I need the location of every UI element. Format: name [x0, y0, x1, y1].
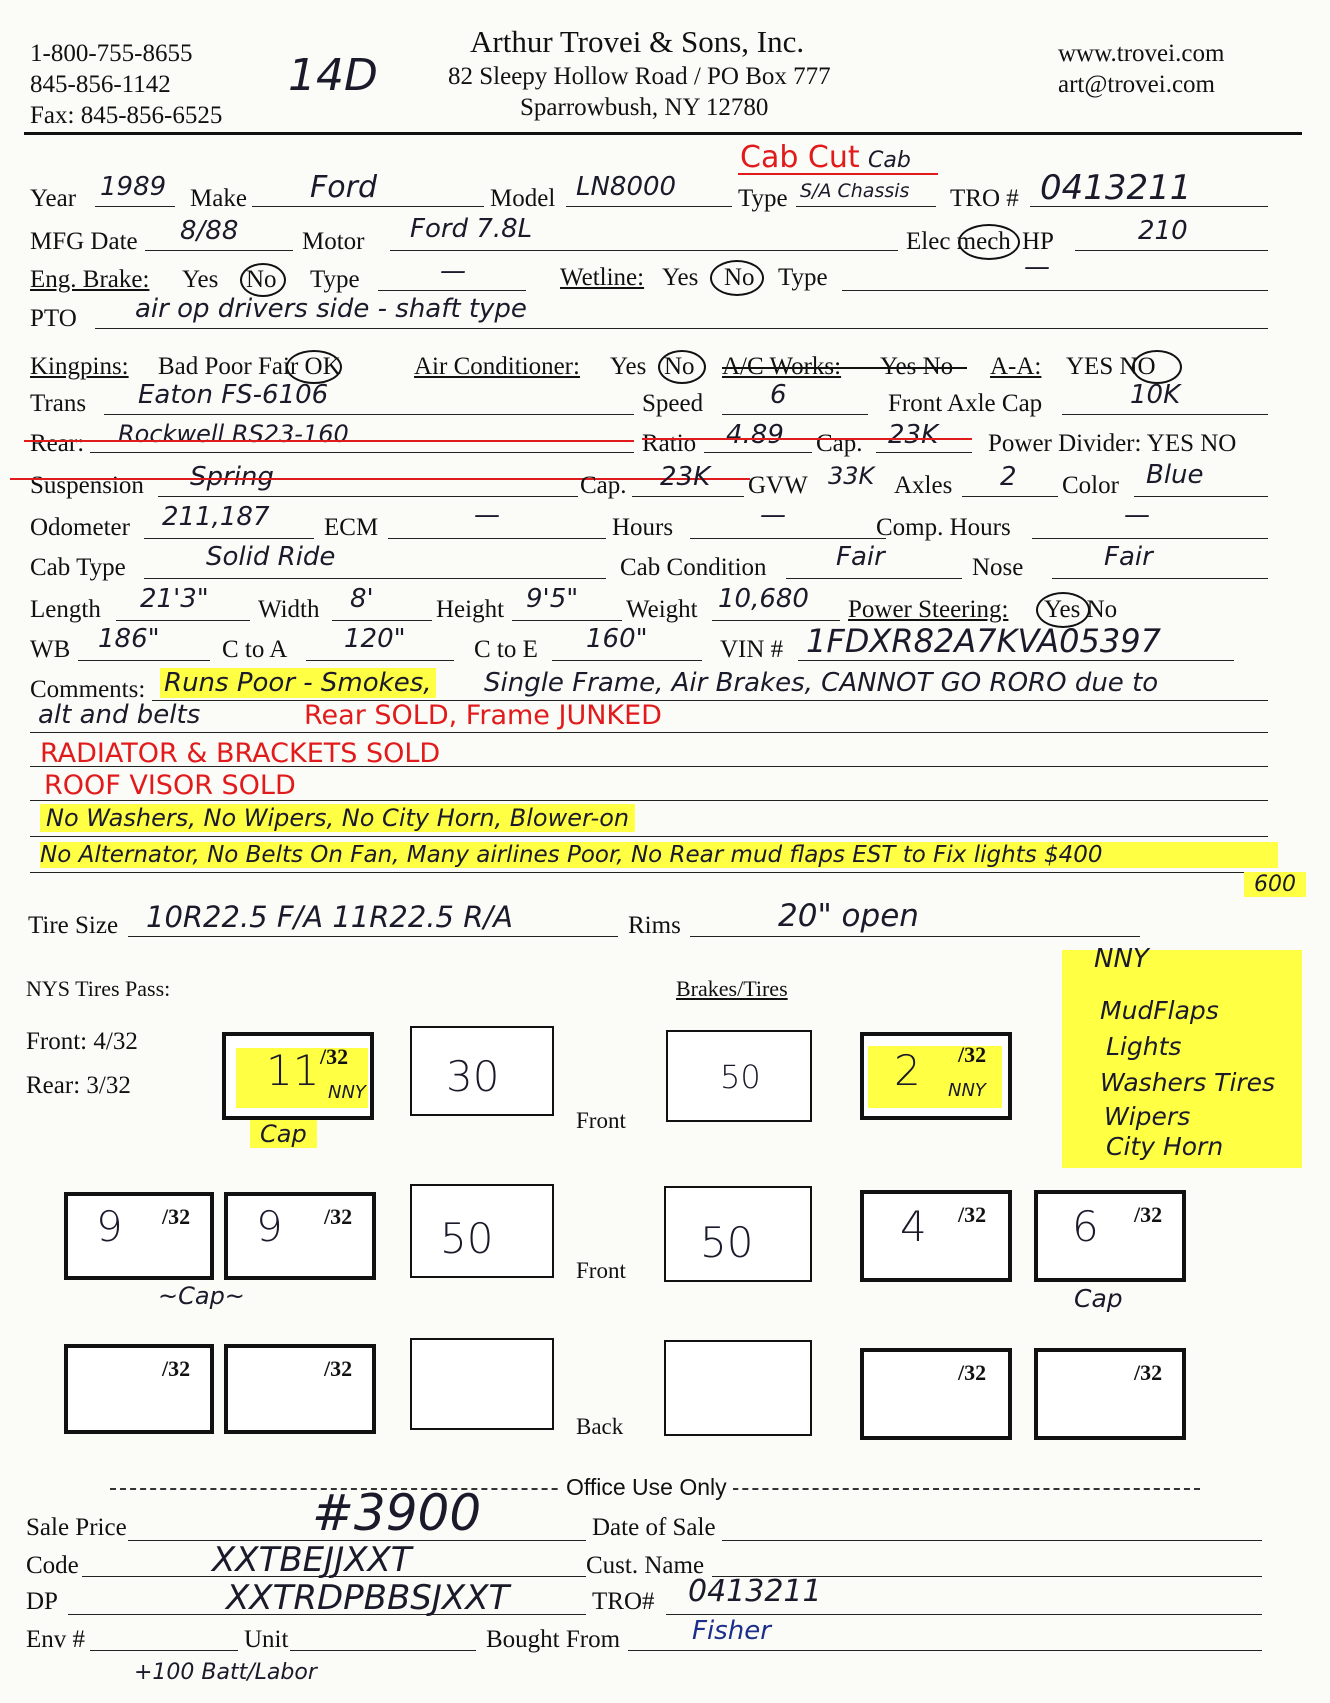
ratio-label: Ratio: [642, 430, 697, 457]
brake-value: 50: [700, 1218, 754, 1267]
comment-line-4: No Washers, No Wipers, No City Horn, Blower-on: [40, 804, 635, 832]
tire-fraction: /32: [1134, 1360, 1163, 1385]
weight-value: 10,680: [718, 584, 809, 614]
tire-fraction: /32: [958, 1042, 987, 1067]
tire-value: 9: [256, 1202, 283, 1251]
comp-hours-value: —: [1124, 500, 1150, 530]
width-label: Width: [258, 596, 320, 623]
axles-value: 2: [1000, 462, 1017, 492]
eng-brake-no[interactable]: No: [246, 266, 277, 293]
stock-note: 14D: [288, 50, 378, 101]
cab-condition-value: Fair: [836, 542, 885, 572]
power-divider-label[interactable]: Power Divider: YES NO: [988, 430, 1237, 457]
wb-value: 186": [98, 624, 160, 654]
tire-box-back-4[interactable]: [1034, 1348, 1186, 1440]
eng-brake-type-label: Type: [310, 266, 360, 293]
code-label: Code: [26, 1552, 79, 1579]
eng-brake-no-circle: [240, 263, 286, 297]
c-to-a-label: C to A: [222, 636, 288, 663]
susp-cap-value: 23K: [660, 462, 711, 492]
gvw-label: GVW: [748, 472, 808, 499]
brake-box-back-left[interactable]: [410, 1338, 554, 1430]
length-value: 21'3": [140, 584, 209, 614]
tire-value: 6: [1072, 1202, 1099, 1251]
rims-value: 20" open: [778, 898, 919, 934]
tire-value: 2: [894, 1046, 921, 1095]
front-requirement: Front: 4/32: [26, 1028, 138, 1055]
motor-value: Ford 7.8L: [410, 214, 533, 244]
front-axle-label: Front: [576, 1108, 626, 1133]
tro2-label: TRO#: [592, 1588, 655, 1615]
tire-box-mid-1[interactable]: [64, 1192, 214, 1280]
tire-fraction: /32: [324, 1204, 353, 1229]
brakes-tires-label: Brakes/Tires: [676, 976, 788, 1001]
cust-name-label: Cust. Name: [586, 1552, 705, 1579]
eng-brake-type-value: —: [440, 256, 466, 286]
brake-value: 50: [720, 1058, 761, 1096]
tire-fraction: /32: [324, 1356, 353, 1381]
tire-fraction: /32: [1134, 1202, 1163, 1227]
front-axle-label-2: Front: [576, 1258, 626, 1283]
c-to-e-label: C to E: [474, 636, 538, 663]
kingpins-label: Kingpins:: [30, 353, 129, 380]
tire-box-mid-3[interactable]: [860, 1190, 1012, 1282]
wetline-type-value: —: [1024, 252, 1050, 282]
eng-brake-yes[interactable]: Yes: [182, 266, 219, 293]
front-axle-cap-value: 10K: [1130, 380, 1181, 410]
tire-fraction: /32: [320, 1044, 349, 1069]
ac-works-label: A/C Works:: [722, 353, 842, 380]
width-value: 8': [350, 584, 374, 614]
nny-item: Wipers: [1104, 1102, 1191, 1131]
ecm-label: ECM: [324, 514, 379, 541]
hp-value: 210: [1138, 216, 1188, 246]
model-value: LN8000: [576, 172, 677, 202]
sale-price-value: #3900: [312, 1484, 482, 1542]
comment-line-1-highlight: Runs Poor - Smokes,: [160, 668, 436, 698]
unit-label: Unit: [244, 1626, 289, 1653]
comp-hours-label: Comp. Hours: [876, 514, 1011, 541]
comment-line-6: 600: [1244, 872, 1306, 897]
rear-cap-label: Cap.: [816, 430, 863, 457]
wetline-no-circle: [710, 260, 764, 296]
type-label: Type: [738, 185, 788, 212]
make-label: Make: [190, 185, 247, 212]
air-conditioner-label: Air Conditioner:: [414, 353, 580, 380]
wetline-yes[interactable]: Yes: [662, 264, 699, 291]
tro2-value: 0413211: [688, 1574, 822, 1609]
header-divider: [24, 132, 1302, 135]
height-label: Height: [436, 596, 505, 623]
aa-options[interactable]: YES NO: [1066, 353, 1156, 380]
ac-yes[interactable]: Yes: [610, 353, 647, 380]
color-value: Blue: [1146, 460, 1204, 490]
cab-type-label: Cab Type: [30, 554, 126, 581]
tire-fraction: /32: [162, 1356, 191, 1381]
red-note-rear-sold: Rear SOLD, Frame JUNKED: [304, 700, 662, 731]
vin-value: 1FDXR82A7KVA05397: [806, 622, 1161, 660]
length-label: Length: [30, 596, 101, 623]
rear-requirement: Rear: 3/32: [26, 1072, 131, 1099]
bought-from-value: Fisher: [692, 1616, 771, 1646]
wb-label: WB: [30, 636, 71, 663]
odometer-label: Odometer: [30, 514, 130, 541]
tire-size-label: Tire Size: [28, 912, 119, 939]
nny-title: NNY: [1094, 944, 1149, 974]
type-red-note: Cab Cut: [740, 140, 860, 175]
year-value: 1989: [100, 172, 167, 202]
hours-value: —: [760, 500, 786, 530]
bought-from-label: Bought From: [486, 1626, 621, 1653]
aa-label: A-A:: [990, 353, 1042, 380]
phone-1: 1-800-755-8655: [30, 40, 193, 67]
nose-label: Nose: [972, 554, 1024, 581]
tire-value: 11: [266, 1046, 320, 1095]
tire-value: 9: [96, 1202, 123, 1251]
front-axle-cap-label: Front Axle Cap: [888, 390, 1043, 417]
elec-mech-label: Elec mech: [906, 228, 1011, 255]
speed-label: Speed: [642, 390, 704, 417]
back-axle-label: Back: [576, 1414, 624, 1439]
weight-label: Weight: [626, 596, 698, 623]
tro-label: TRO #: [950, 185, 1019, 212]
wetline-no[interactable]: No: [724, 264, 755, 291]
company-name: Arthur Trovei & Sons, Inc.: [470, 24, 805, 59]
nny-item: Washers Tires: [1100, 1068, 1276, 1097]
nose-value: Fair: [1104, 542, 1153, 572]
ac-works-options[interactable]: Yes No: [880, 353, 954, 380]
type-value: S/A Chassis: [800, 180, 910, 202]
red-note-roof-visor: ROOF VISOR SOLD: [44, 770, 296, 801]
nny-item: City Horn: [1106, 1132, 1224, 1161]
hours-label: Hours: [612, 514, 674, 541]
mfg-date-label: MFG Date: [30, 228, 138, 255]
type-note: Cab: [868, 148, 911, 173]
ac-no[interactable]: No: [664, 353, 695, 380]
trans-label: Trans: [30, 390, 87, 417]
axles-label: Axles: [894, 472, 953, 499]
tire-box-back-2[interactable]: [224, 1344, 376, 1434]
c-to-e-value: 160": [586, 624, 648, 654]
wetline-type-label: Type: [778, 264, 828, 291]
red-note-radiator: RADIATOR & BRACKETS SOLD: [40, 738, 441, 769]
brake-value: 50: [440, 1214, 494, 1263]
tire-box-mid-2[interactable]: [224, 1192, 376, 1280]
env-note: +100 Batt/Labor: [134, 1660, 317, 1685]
tire-box-mid-4[interactable]: [1034, 1190, 1186, 1282]
height-value: 9'5": [526, 584, 579, 614]
power-steering-options[interactable]: Yes No: [1044, 596, 1118, 623]
rear-value: Rockwell RS23-160: [118, 420, 349, 448]
susp-cap-label: Cap.: [580, 472, 627, 499]
pto-label: PTO: [30, 305, 77, 332]
tire-fraction: /32: [162, 1204, 191, 1229]
model-label: Model: [490, 185, 556, 212]
cap-note-right: Cap: [1074, 1284, 1123, 1313]
ac-no-circle: [658, 350, 706, 384]
ratio-value: 4.89: [726, 420, 784, 450]
nny-item: Lights: [1106, 1032, 1182, 1061]
power-steering-label: Power Steering:: [848, 596, 1009, 623]
office-use-label: Office Use Only: [560, 1474, 733, 1501]
comment-line-1: Single Frame, Air Brakes, CANNOT GO RORO due to: [484, 668, 1159, 698]
dp-label: DP: [26, 1588, 58, 1615]
pto-value: air op drivers side - shaft type: [135, 294, 527, 324]
env-label: Env #: [26, 1626, 86, 1653]
rims-label: Rims: [628, 912, 681, 939]
code-value: XXTBEJJXXT: [212, 1540, 412, 1580]
fax-number: Fax: 845-856-6525: [30, 102, 223, 129]
phone-2: 845-856-1142: [30, 71, 171, 98]
date-of-sale-label: Date of Sale: [592, 1514, 716, 1541]
make-value: Ford: [310, 170, 377, 205]
speed-value: 6: [770, 380, 787, 410]
rear-label: Rear:: [30, 430, 85, 457]
tro-value: 0413211: [1040, 168, 1192, 208]
brake-value: 30: [446, 1052, 500, 1101]
comments-label: Comments:: [30, 676, 146, 703]
tire-note: NNY: [328, 1082, 366, 1103]
motor-label: Motor: [302, 228, 365, 255]
tire-fraction: /32: [958, 1360, 987, 1385]
aa-no-circle: [1132, 350, 1182, 384]
odometer-value: 211,187: [162, 502, 270, 532]
c-to-a-value: 120": [344, 624, 406, 654]
nys-tires-label: NYS Tires Pass:: [26, 976, 171, 1001]
comment-line-2: alt and belts: [38, 700, 201, 730]
vin-label: VIN #: [720, 636, 784, 663]
gvw-value: 33K: [828, 462, 875, 490]
nny-item: MudFlaps: [1100, 996, 1219, 1025]
tire-fraction: /32: [958, 1202, 987, 1227]
trans-value: Eaton FS-6106: [138, 380, 329, 410]
kingpins-options[interactable]: Bad Poor Fair OK: [158, 353, 341, 380]
suspension-value: Spring: [190, 462, 274, 492]
mfg-date-value: 8/88: [180, 216, 239, 246]
comment-line-5: No Alternator, No Belts On Fan, Many airlines Poor, No Rear mud flaps EST to Fix lights $400: [40, 842, 1278, 868]
eng-brake-label: Eng. Brake:: [30, 266, 150, 293]
sale-price-label: Sale Price: [26, 1514, 127, 1541]
company-email: art@trovei.com: [1058, 71, 1215, 98]
company-address-2: Sparrowbush, NY 12780: [520, 94, 769, 121]
ecm-value: —: [474, 500, 500, 530]
brake-box-back-right[interactable]: [664, 1340, 812, 1436]
dp-value: XXTRDPBBSJXXT: [226, 1578, 510, 1618]
cab-condition-label: Cab Condition: [620, 554, 767, 581]
cab-type-value: Solid Ride: [206, 542, 336, 572]
tire-size-value: 10R22.5 F/A 11R22.5 R/A: [146, 900, 513, 934]
rear-cap-value: 23K: [888, 420, 939, 450]
year-label: Year: [30, 185, 77, 212]
company-website: www.trovei.com: [1058, 40, 1225, 67]
tire-box-back-1[interactable]: [64, 1344, 214, 1434]
tire-box-back-3[interactable]: [860, 1348, 1012, 1440]
suspension-label: Suspension: [30, 472, 144, 499]
tire-note: NNY: [948, 1080, 986, 1101]
hp-label: HP: [1022, 228, 1054, 255]
cap-note-left: ~Cap~: [158, 1282, 245, 1310]
mech-circle: [958, 224, 1020, 260]
tire-cap-note: Cap: [250, 1120, 317, 1148]
kingpins-fair-circle: [286, 350, 342, 384]
company-address-1: 82 Sleepy Hollow Road / PO Box 777: [448, 63, 831, 90]
tire-value: 4: [900, 1202, 927, 1251]
wetline-label: Wetline:: [560, 264, 645, 291]
color-label: Color: [1062, 472, 1119, 499]
